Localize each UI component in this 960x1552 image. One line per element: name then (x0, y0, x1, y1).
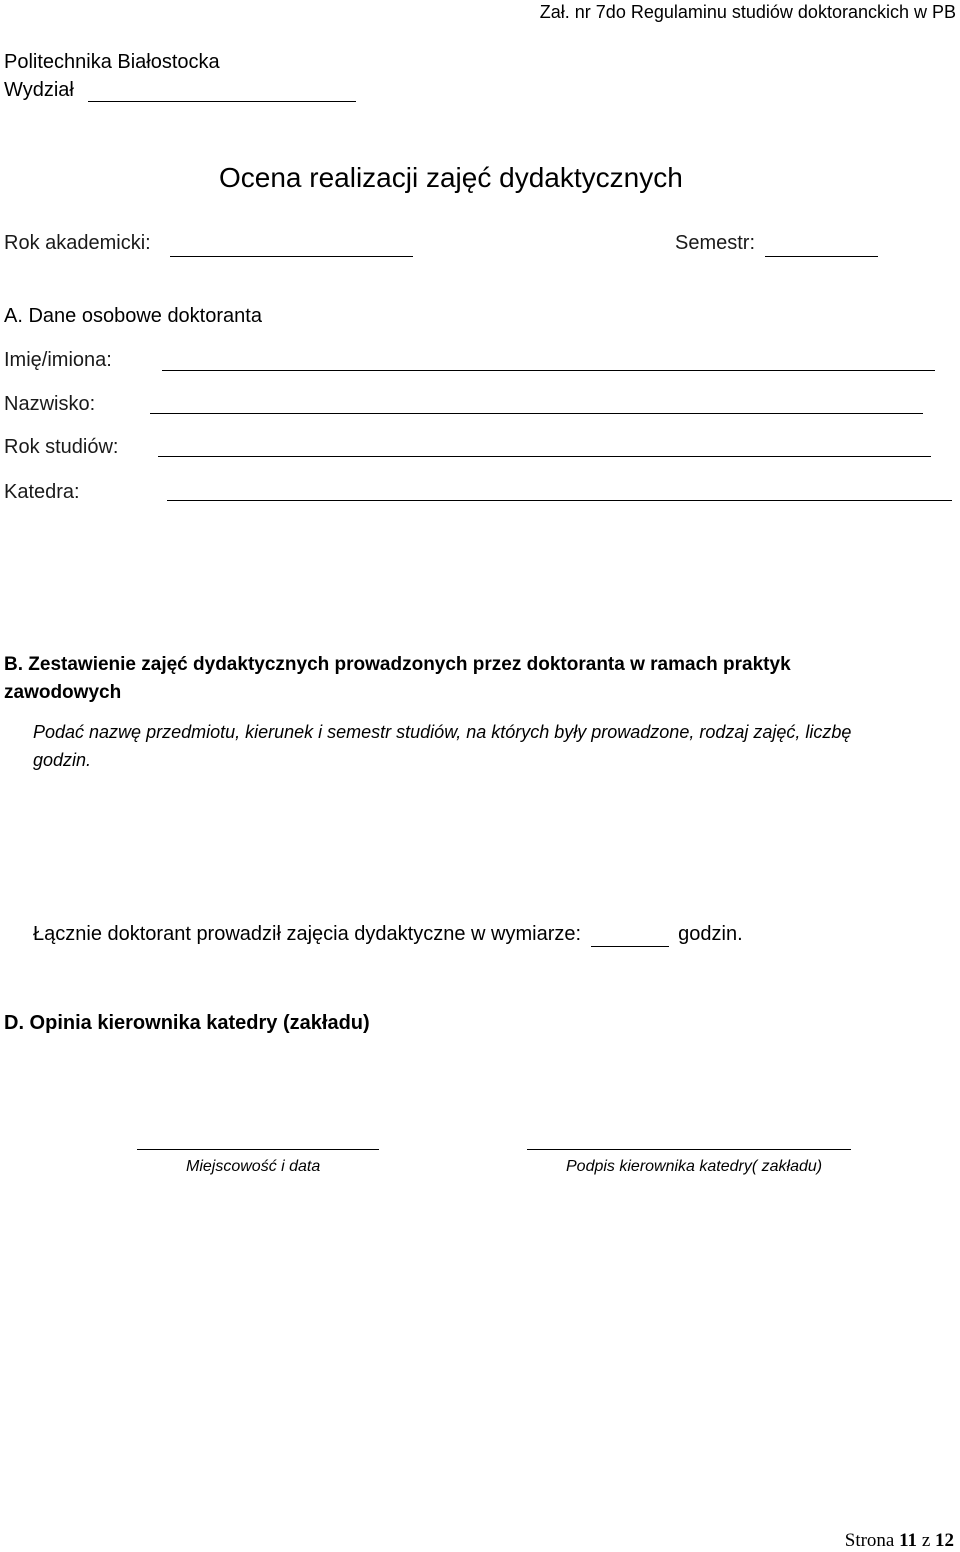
page-current: 11 (899, 1530, 918, 1551)
place-date-label: Miejscowość i data (186, 1158, 321, 1175)
department-field-line[interactable] (167, 500, 952, 501)
section-a-heading: A. Dane osobowe doktoranta (4, 305, 262, 327)
study-year-field-line[interactable] (158, 456, 931, 457)
head-signature-label: Podpis kierownika katedry( zakładu) (566, 1158, 823, 1175)
study-year-label: Rok studiów: (4, 436, 119, 458)
academic-year-field-line[interactable] (170, 256, 413, 257)
attachment-note: Zał. nr 7do Regulaminu studiów doktoranckich w PB (539, 2, 956, 22)
head-signature-field-line[interactable] (527, 1149, 851, 1150)
department-label: Katedra: (4, 481, 80, 503)
semester-label: Semestr: (675, 232, 756, 254)
semester-field-line[interactable] (765, 256, 878, 257)
faculty-field-line[interactable] (88, 101, 356, 102)
first-names-label: Imię/imiona: (4, 349, 112, 371)
page-number (845, 1530, 954, 1552)
university-name: Politechnika Białostocka (4, 51, 220, 73)
page-separator: z (921, 1530, 931, 1551)
page-total: 12 (935, 1530, 954, 1551)
faculty-label: Wydział (4, 79, 74, 101)
total-hours-statement (33, 923, 743, 947)
section-b-heading: B. Zestawienie zajęć dydaktycznych prowadzonych przez doktoranta w ramach praktyk zawodowych (4, 654, 791, 703)
page-title: Ocena realizacji zajęć dydaktycznych (219, 162, 683, 193)
surname-field-line[interactable] (150, 413, 923, 414)
first-names-field-line[interactable] (162, 370, 935, 371)
section-b-instruction: Podać nazwę przedmiotu, kierunek i semestr studiów, na których były prowadzone, rodzaj zajęć, liczbę godzin. (33, 722, 852, 770)
page-word: Strona (844, 1530, 895, 1551)
total-hours-prefix: Łącznie doktorant prowadził zajęcia dydaktyczne w wymiarze: (33, 923, 582, 945)
total-hours-suffix: godzin. (678, 923, 743, 945)
total-hours-field-line[interactable] (591, 923, 669, 947)
place-date-field-line[interactable] (137, 1149, 379, 1150)
section-d-heading: D. Opinia kierownika katedry (zakładu) (4, 1012, 370, 1034)
academic-year-label: Rok akademicki: (4, 232, 151, 254)
surname-label: Nazwisko: (4, 393, 96, 415)
